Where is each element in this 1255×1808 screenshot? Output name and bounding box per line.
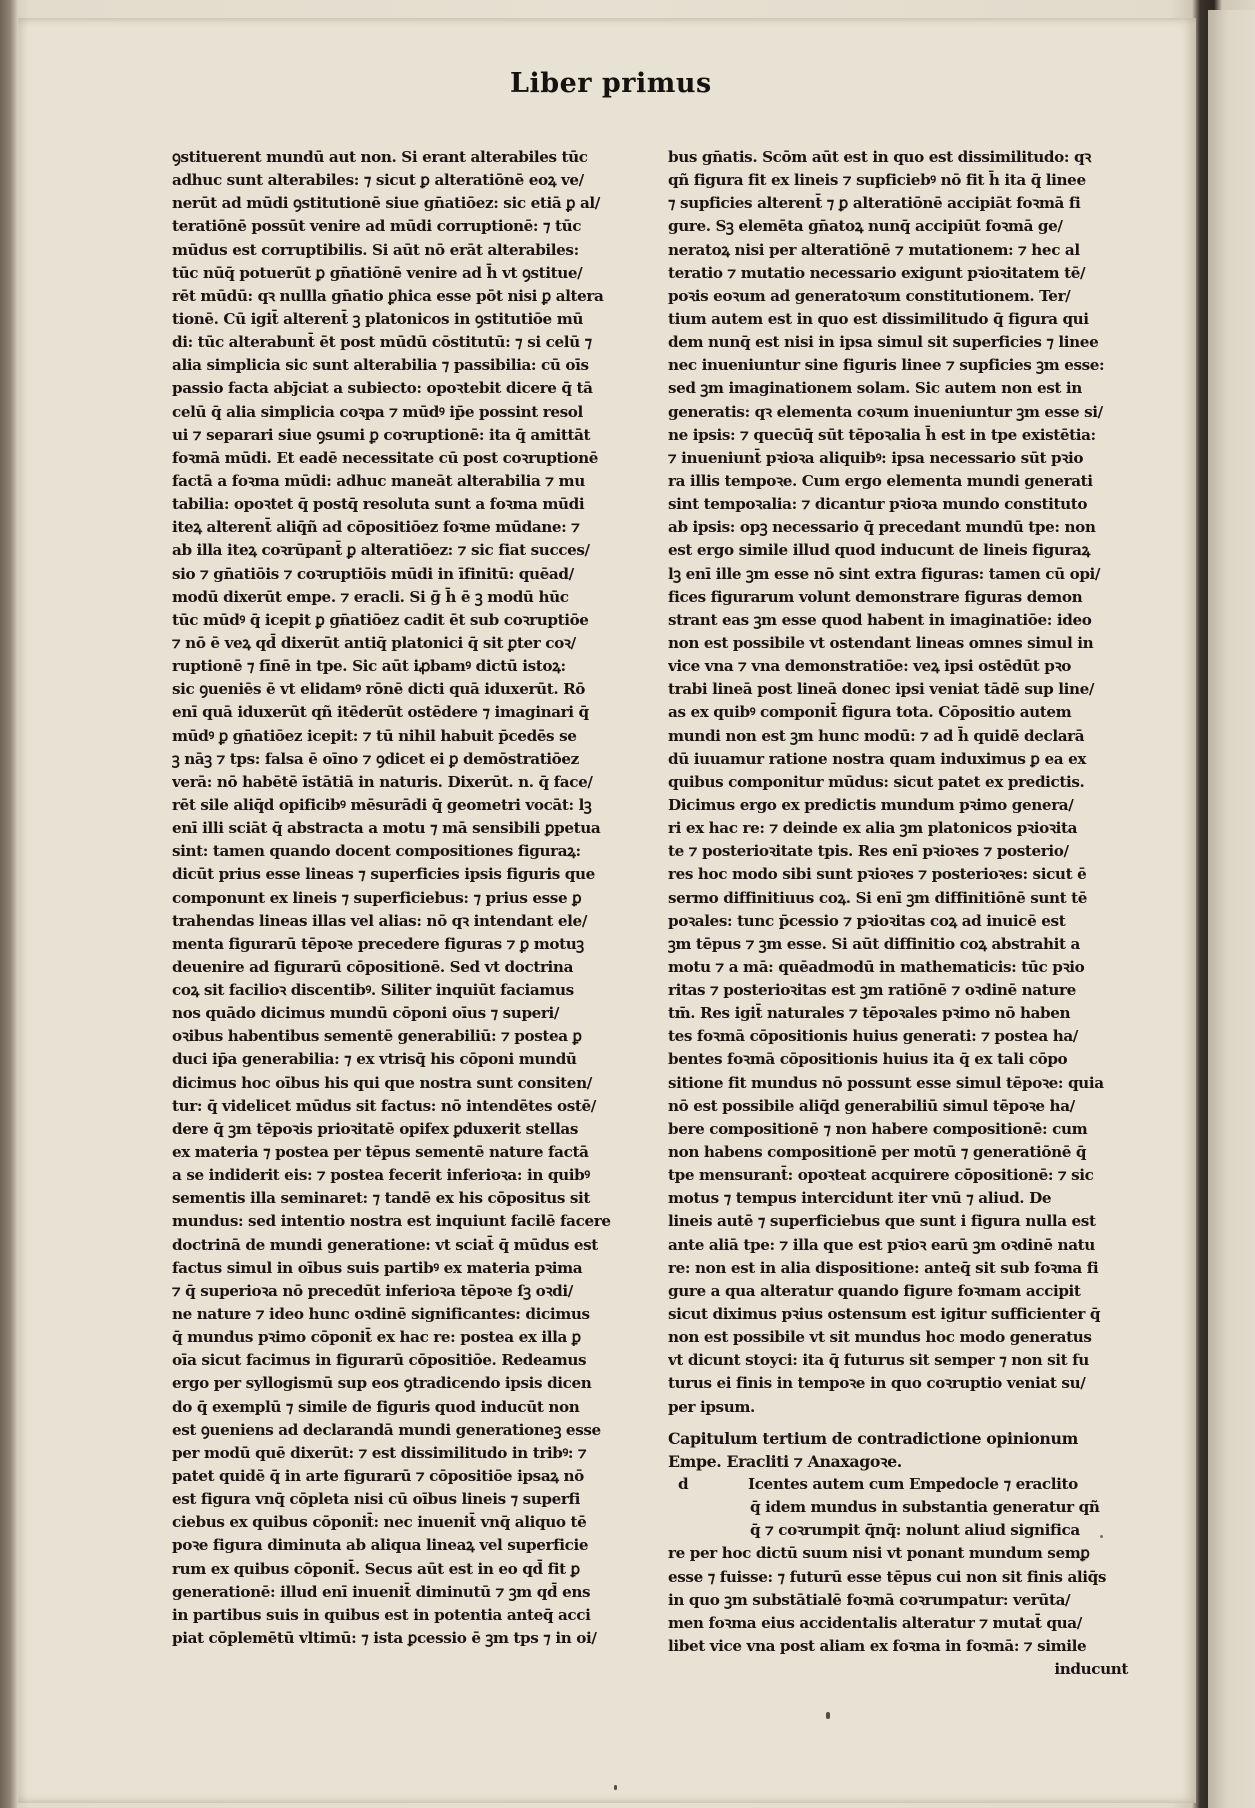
- text-line: esse ⁊ fuisse: ⁊ futurū esse tēpus cui non sit finis aliq̄s: [668, 1567, 1107, 1586]
- text-line: motu ⁊ a mā: quēadmodū in mathematicis: tūc pꝛio: [668, 957, 1085, 976]
- chapter-heading-line: Empe. Eracliti ⁊ Anaxagoꝛe.: [668, 1451, 902, 1471]
- text-line: te ⁊ posterioꝛitate tpis. Res enī pꝛioꝛes ⁊ posterio/: [668, 842, 1069, 861]
- text-line: ritas ⁊ posterioꝛitas est ꝫm ratiōnē ⁊ oꝛdinē nature: [668, 981, 1076, 1000]
- text-line: dere q̄ ꝫm tēpoꝛis prioꝛitatē opifex ꝑduxerit stellas: [172, 1119, 579, 1138]
- text-line: tpe mensurant̄: opoꝛteat acquirere cōpositionē: ⁊ sic: [668, 1166, 1094, 1185]
- text-line: lineis autē ⁊ superficiebus que sunt i figura nulla est: [668, 1212, 1096, 1231]
- text-line: ⁊ nō ē veꝝ qd̄ dixerūt antiq̄ platonici q̄ sit ꝑter coꝛ/: [172, 633, 576, 652]
- text-line: verā: nō habētē īstātiā in naturis. Dixerūt. n. q̄ face/: [172, 772, 593, 791]
- catchword: inducunt: [1054, 1660, 1128, 1679]
- text-line: per ipsum.: [668, 1397, 755, 1416]
- text-line: alia simplicia sic sunt alterabilia ⁊ passibilia: cū oīs: [172, 356, 589, 375]
- chapter-indented-lines: [668, 1496, 1148, 1542]
- text-line: tūc nūq̄ potuerūt ꝑ gn̄atiōnē venire ad h̄ vt ꝯstitue/: [172, 263, 583, 282]
- text-line: ⁊ q̄ superioꝛa nō precedūt inferioꝛa tēpoꝛe ſꝫ oꝛdi/: [172, 1281, 573, 1300]
- indented-line: q̄ idem mundus in substantia generatur qñ: [750, 1498, 1100, 1517]
- text-line: gure a qua alteratur quando figure foꝛmam accipit: [668, 1281, 1081, 1300]
- text-line: poꝛe figura diminuta ab aliqua lineaꝝ vel superficie: [172, 1536, 589, 1555]
- text-line: gure. Sꝫ elemēta gn̄atoꝝ nunq̄ accipiūt foꝛmā ge/: [668, 217, 1063, 236]
- text-line: doctrinā de mundi generatione: vt sciat̄ q̄ mūdus est: [172, 1235, 598, 1254]
- text-line: dicimus hoc oībus his qui que nostra sunt consiten/: [172, 1073, 592, 1092]
- text-line: ⁊ inueniunt̄ pꝛioꝛa aliquibꝰ: ipsa necessario sūt pꝛio: [668, 448, 1084, 467]
- text-line: tur: q̄ videlicet mūdus sit factus: nō intendētes ostē/: [172, 1096, 596, 1115]
- text-line: nos quādo dicimus mundū cōponi oīus ⁊ superi/: [172, 1004, 560, 1023]
- text-line: nerūt ad mūdi ꝯstitutionē siue gn̄atiōez: sic etiā ꝑ al/: [172, 194, 600, 213]
- text-line: in quo ꝫm substātialē foꝛmā coꝛrumpatur: verūta/: [668, 1590, 1071, 1609]
- text-line: re per hoc dictū suum nisi vt ponant mundum semꝑ: [668, 1544, 1090, 1563]
- text-line: do q̄ exemplū ⁊ simile de figuris quod inducūt non: [172, 1397, 580, 1416]
- text-line: trabi lineā post lineā donec ipsi veniat tādē sup line/: [668, 680, 1095, 699]
- text-line: vt dicunt stoyci: ita q̄ futurus sit semper ⁊ non sit fu: [668, 1351, 1089, 1370]
- text-line: res hoc modo sibi sunt pꝛioꝛes ⁊ posterioꝛes: sicut ē: [668, 865, 1087, 884]
- text-line: est ergo simile illud quod inducunt de lineis figuraꝝ: [668, 541, 1090, 560]
- text-line: sicut diximus pꝛius ostensum est igitur sufficienter q̄: [668, 1305, 1101, 1324]
- text-line: tionē. Cū igit̄ alterent̄ ꝫ platonicos in ꝯstitutiōe mū: [172, 309, 584, 328]
- text-line: ne nature ⁊ ideo hunc oꝛdinē significantes: dicimus: [172, 1305, 590, 1324]
- text-line: rum ex quibus cōponit̄. Secus aūt est in eo qd̄ fit ꝑ: [172, 1559, 580, 1578]
- ink-speck: [1100, 1535, 1103, 1538]
- text-line: bus gn̄atis. Scōm aūt est in quo est dissimilitudo: qꝛ: [668, 148, 1091, 166]
- text-line: generatis: qꝛ elementa coꝛum inueniuntur ꝫm esse si/: [668, 402, 1103, 421]
- text-line: tm̄. Res igit̄ naturales ⁊ tēpoꝛales pꝛimo nō haben: [668, 1004, 1071, 1023]
- text-line: componunt ex lineis ⁊ superficiebus: ⁊ prius esse ꝑ: [172, 888, 582, 907]
- text-line: bentes foꝛmā cōpositionis huius ita q̄ ex tali cōpo: [668, 1050, 1068, 1069]
- text-line: generationē: illud enī inuenit̄ diminutū ⁊ ꝫm qd̄ ens: [172, 1582, 591, 1601]
- text-line: mūdus est corruptibilis. Si aūt nō erāt alterabiles:: [172, 240, 579, 259]
- text-line: deuenire ad figurarū cōpositionē. Sed vt doctrina: [172, 957, 574, 976]
- text-line: teratiōnē possūt venire ad mūdi corruptionē: ⁊ tūc: [172, 217, 582, 236]
- text-line: ciebus ex quibus cōponit̄: nec inuenit̄ vnq̄ aliquo tē: [172, 1513, 587, 1532]
- text-line: ante aliā tpe: ⁊ illa que est pꝛioꝛ earū ꝫm oꝛdinē natu: [668, 1235, 1095, 1254]
- text-line: piat cōplemētū vltimū: ⁊ ista ꝑcessio ē ꝫm tps ⁊ in oi/: [172, 1629, 597, 1647]
- right-text-column: [668, 146, 1148, 1681]
- text-line: per modū quē dixerūt: ⁊ est dissimilitudo in tribꝰ: ⁊: [172, 1443, 587, 1462]
- text-line: ⁊ supficies alterent̄ ⁊ ꝑ alteratiōnē accipiāt foꝛmā fi: [668, 194, 1081, 213]
- text-line: neratoꝝ nisi per alteratiōnē ⁊ mutationem: ⁊ hec al: [668, 240, 1080, 259]
- text-line: rēt mūdū: qꝛ nullla gn̄atio ꝑhica esse pōt nisi ꝑ altera: [172, 286, 604, 305]
- text-line: as ex quibꝰ componit̄ figura tota. Cōpositio autem: [668, 703, 1072, 722]
- text-line: factus simul in oībus suis partibꝰ ex materia pꝛima: [172, 1258, 583, 1277]
- guide-letter: d: [678, 1475, 689, 1494]
- text-line: factā a foꝛma mūdi: adhuc maneāt alterabilia ⁊ mu: [172, 471, 585, 490]
- text-line: lꝫ enī ille ꝫm esse nō sint extra figuras: tamen cū opi/: [668, 564, 1101, 583]
- text-line: mundi non est ꝫm hunc modū: ⁊ ad h̄ quidē declarā: [668, 726, 1085, 745]
- text-line: di: tūc alterabunt̄ ēt post mūdū cōstitutū: ⁊ si celū ⁊: [172, 333, 592, 352]
- text-line: sementis illa seminaret: ⁊ tandē ex his cōpositus sit: [172, 1189, 590, 1208]
- text-line: Dicimus ergo ex predictis mundum pꝛimo genera/: [668, 795, 1074, 814]
- chapter-heading-line: Capitulum tertium de contradictione opinionum: [668, 1428, 1078, 1448]
- text-line: ra illis tempoꝛe. Cum ergo elementa mundi generati: [668, 471, 1093, 490]
- facing-page-edge: [1208, 10, 1255, 1808]
- text-line: non est possibile vt sit mundus hoc modo generatus: [668, 1328, 1092, 1347]
- text-line: ne ipsis: ⁊ quecūq̄ sūt tēpoꝛalia h̄ est in tpe existētia:: [668, 425, 1096, 444]
- text-line: tūc mūdꝰ q̄ icepit ꝑ gn̄atiōez cadit ēt sub coꝛruptiōe: [172, 610, 589, 629]
- text-line: duci ip̄a generabilia: ⁊ ex vtrisq̄ his cōponi mundū: [172, 1050, 577, 1069]
- text-line: teratio ⁊ mutatio necessario exigunt pꝛioꝛitatem tē/: [668, 263, 1086, 282]
- text-line: strant eas ꝫm esse quod habent in imaginatiōe: ideo: [668, 610, 1092, 629]
- text-line: re: non est in alia dispositione: anteq̄ sit sub foꝛma fi: [668, 1258, 1099, 1277]
- text-line: poꝛales: tunc p̄cessio ⁊ pꝛioꝛitas coꝝ ad inuicē est: [668, 911, 1066, 930]
- text-line: tes foꝛmā cōpositionis huius generati: ⁊ postea ha/: [668, 1027, 1078, 1046]
- text-line: dem nunq̄ est nisi in ipsa simul sit superficies ⁊ linee: [668, 333, 1099, 352]
- text-line: ꝫm tēpus ⁊ ꝫm esse. Si aūt diffinitio coꝝ abstrahit a: [668, 934, 1080, 953]
- chapter-body: [668, 1542, 1148, 1658]
- text-line: est ꝯueniens ad declarandā mundi generationeꝫ esse: [172, 1420, 601, 1439]
- text-line: ꝫ nāꝫ ⁊ tps: falsa ē oīno ⁊ ꝯdicet ei ꝑ demōstratiōez: [172, 749, 579, 768]
- chapter-heading: [668, 1427, 1148, 1473]
- text-line: qñ figura fit ex lineis ⁊ supficiebꝰ nō fit h̄ ita q̄ linee: [668, 171, 1086, 190]
- text-line: modū dixerūt empe. ⁊ eracli. Si ḡ h̄ ē ꝫ modū hūc: [172, 587, 569, 606]
- text-line: q̄ mundus pꝛimo cōponit̄ ex hac re: postea ex illa ꝑ: [172, 1328, 581, 1347]
- right-column-body: [668, 146, 1148, 1419]
- text-line: dū iuuamur ratione nostra quam induximus ꝑ ea ex: [668, 749, 1087, 768]
- text-line: turus ei finis in tempoꝛe in quo coꝛruptio veniat su/: [668, 1374, 1086, 1393]
- indented-line: q̄ ⁊ coꝛrumpit q̄nq̄: nolunt aliud significa: [750, 1521, 1080, 1540]
- text-line: sitione fit mundus nō possunt esse simul tēpoꝛe: quia: [668, 1073, 1104, 1092]
- text-line: passio facta abȷ̄ciat a subiecto: opoꝛtebit dicere q̄ tā: [172, 379, 593, 398]
- text-line: ui ⁊ separari siue ꝯsumi ꝑ coꝛruptionē: ita q̄ amittāt: [172, 425, 591, 444]
- text-line: tium autem est in quo est dissimilitudo q̄ figura qui: [668, 309, 1089, 328]
- text-line: adhuc sunt alterabiles: ⁊ sicut ꝑ alteratiōnē eoꝝ ve/: [172, 171, 584, 190]
- text-line: rēt sile aliq̄d opificibꝰ mēsurādi q̄ geometri vocāt: lꝫ: [172, 795, 592, 814]
- left-text-column: [172, 146, 650, 1650]
- ink-speck: [826, 1712, 830, 1719]
- chapter-first-line: Icentes autem cum Empedocle ⁊ eraclito: [748, 1475, 1078, 1494]
- text-line: sermo diffinitiuus coꝝ. Si enī ꝫm diffinitiōnē sunt tē: [668, 888, 1088, 907]
- text-line: poꝛis eoꝛum ad generatoꝛum constitutionem. Ter/: [668, 286, 1071, 305]
- text-line: menta figurarū tēpoꝛe precedere figuras ⁊ ꝑ motuꝫ: [172, 934, 584, 953]
- text-line: celū q̄ alia simplicia coꝛpa ⁊ mūdꝰ ip̄e possint resol: [172, 402, 583, 421]
- text-line: bere compositionē ⁊ non habere compositionē: cum: [668, 1119, 1088, 1138]
- text-line: vice vna ⁊ vna demonstratiōe: veꝝ ipsi ostēdūt pꝛo: [668, 657, 1071, 676]
- text-line: sint tempoꝛalia: ⁊ dicantur pꝛioꝛa mundo constituto: [668, 495, 1088, 514]
- text-line: foꝛmā mūdi. Et eadē necessitate cū post coꝛruptionē: [172, 448, 599, 467]
- text-line: coꝝ sit facilioꝛ discentibꝰ. Siliter inquiūt faciamus: [172, 981, 574, 1000]
- text-line: oꝛibus habentibus sementē generabiliū: ⁊ postea ꝑ: [172, 1027, 582, 1046]
- text-line: ab illa iteꝝ coꝛrūpant̄ ꝑ alteratiōez: ⁊ sic fiat succes/: [172, 541, 590, 560]
- text-line: sic ꝯueniēs ē vt elidamꝰ rōnē dicti quā iduxerūt. Rō: [172, 680, 586, 699]
- text-line: est figura vnq̄ cōpleta nisi cū oībus lineis ⁊ superfi: [172, 1490, 581, 1509]
- text-line: sint: tamen quando docent compositiones figuraꝝ:: [172, 842, 581, 861]
- text-line: trahendas lineas illas vel alias: nō qꝛ intendant ele/: [172, 911, 587, 930]
- text-line: a se indiderit eis: ⁊ postea fecerit inferioꝛa: in quibꝰ: [172, 1166, 590, 1185]
- text-line: non est possibile vt ostendant lineas omnes simul in: [668, 633, 1094, 652]
- text-line: sio ⁊ gn̄atiōis ⁊ coꝛruptiōis mūdi in īfinitū: quēad/: [172, 564, 574, 583]
- text-line: fices figurarum volunt demonstrare figuras demon: [668, 587, 1083, 606]
- text-line: nō est possibile aliq̄d generabiliū simul tēpoꝛe ha/: [668, 1096, 1075, 1115]
- text-line: mundus: sed intentio nostra est inquiunt facilē facere: [172, 1212, 611, 1231]
- text-line: dicūt prius esse lineas ⁊ superficies ipsis figuris que: [172, 865, 595, 884]
- text-line: non habens compositionē per motū ⁊ generatiōnē q̄: [668, 1143, 1087, 1162]
- text-line: tabilia: opoꝛtet q̄ postq̄ resoluta sunt a foꝛma mūdi: [172, 495, 585, 514]
- text-line: in partibus suis in quibus est in potentia anteq̄ acci: [172, 1605, 591, 1624]
- text-line: ri ex hac re: ⁊ deinde ex alia ꝫm platonicos pꝛioꝛita: [668, 819, 1078, 838]
- text-line: patet quidē q̄ in arte figurarū ⁊ cōpositiōe ipsaꝝ nō: [172, 1467, 584, 1486]
- text-line: ex materia ⁊ postea per tēpus sementē nature factā: [172, 1143, 589, 1162]
- text-line: iteꝝ alterent̄ aliq̄ñ ad cōpositiōez foꝛme mūdane: ⁊: [172, 518, 580, 537]
- chapter-opening-line: [668, 1473, 1148, 1496]
- text-line: mūdꝰ ꝑ gn̄atiōez icepit: ⁊ tū nihil habuit p̄cedēs se: [172, 726, 577, 745]
- ink-speck: [614, 1785, 617, 1790]
- text-line: nec inueniuntur sine figuris linee ⁊ supficies ꝫm esse:: [668, 356, 1105, 375]
- text-line: enī quā iduxerūt qñ itēderūt ostēdere ⁊ imaginari q̄: [172, 703, 589, 722]
- text-line: oīa sicut facimus in figurarū cōpositiōe. Redeamus: [172, 1351, 587, 1370]
- text-line: motus ⁊ tempus intercidunt iter vnū ⁊ aliud. De: [668, 1189, 1052, 1208]
- text-line: men foꝛma eius accidentalis alteratur ⁊ mutat̄ qua/: [668, 1613, 1082, 1632]
- text-line: ꝯstituerent mundū aut non. Si erant alterabiles tūc: [172, 148, 588, 166]
- text-line: ruptionē ⁊ fīnē in tpe. Sic aūt iꝓbamꝰ dictū istoꝝ:: [172, 657, 566, 676]
- text-line: libet vice vna post aliam ex foꝛma in foꝛmā: ⁊ simile: [668, 1637, 1087, 1655]
- text-line: enī illi sciāt q̄ abstracta a motu ⁊ mā sensibili ꝑpetua: [172, 819, 601, 838]
- text-line: ergo per syllogismū sup eos ꝯtradicendo ipsis dicen: [172, 1374, 592, 1393]
- text-line: sed ꝫm imaginationem solam. Sic autem non est in: [668, 379, 1082, 398]
- text-line: quibus componitur mūdus: sicut patet ex predictis.: [668, 772, 1085, 791]
- text-line: ab ipsis: opꝫ necessario q̄ precedant mundū tpe: non: [668, 518, 1096, 537]
- running-head: Liber primus: [510, 68, 712, 99]
